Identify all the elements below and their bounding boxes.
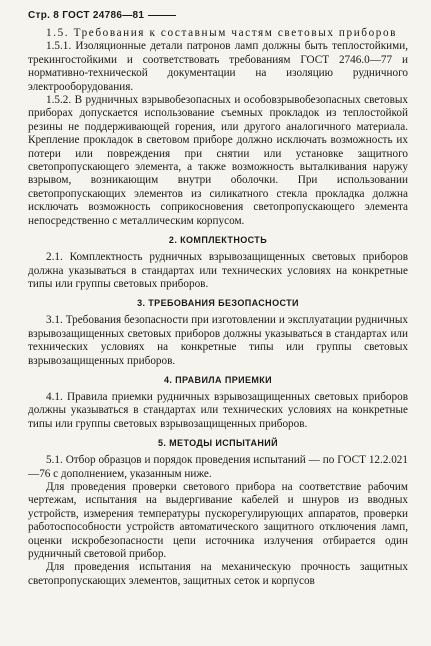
paragraph-5-1-inspection: Для проведения проверки светового прибора на соответствие рабочим чертежам, испытания на выдергивание кабелей и шнуров из вводных устройств, измерения температуры пускорегулирующих аппаратов, проверки работоспособности устройств автоматического защитного отключения ламп, оценки искробезопасности цепи источника излучения отбирается один рудничный световой прибор.	[28, 480, 408, 560]
paragraph-3-1: 3.1. Требования безопасности при изготовлении и эксплуатации рудничных взрывозащищенных световых приборов должны указываться в стандартах или технических условиях на конкретные типы или группы световых взрывозащищенных приборов.	[28, 314, 408, 367]
section-title-safety: 3. ТРЕБОВАНИЯ БЕЗОПАСНОСТИ	[137, 298, 299, 309]
paragraph-1-5: 1.5. Требования к составным частям световых приборов	[46, 27, 398, 39]
paragraph-1-5-2: 1.5.2. В рудничных взрывобезопасных и особовзрывобезопасных световых приборах допускается использование съемных прокладок из теплостойкой резины не поддерживающей горения, или другого аналогичного материала. Крепление прокладок в световом приборе должно исключать возможность их потери или повреждения при снятии или установке защитного светопропускающего элемента, а также возможность выталкивания наружу взрывом, возникающим внутри оболочки. При использовании светопропускающих элементов из силикатного стекла прокладка должна исключать возможность соприкосновения светопропускающего элемента непосредственно с металлическим корпусом.	[28, 94, 408, 227]
paragraph-2-1: 2.1. Комплектность рудничных взрывозащищенных световых приборов должна указываться в стандартах или технических условиях на конкретные типы или группы световых приборов.	[28, 251, 408, 290]
paragraph-1-5-1: 1.5.1. Изоляционные детали патронов ламп должны быть теплостойкими, трекингостойкими и соответствовать требованиям ГОСТ 2746.0—77 и нормативно-технической документации на изоляцию рудничного электрооборудования.	[28, 40, 408, 93]
page-header	[28, 8, 408, 24]
section-title-completeness: 2. КОМПЛЕКТНОСТЬ	[168, 235, 268, 246]
section-title-test-methods: 5. МЕТОДЫ ИСПЫТАНИЙ	[157, 438, 279, 449]
header-rule	[148, 15, 176, 16]
paragraph-4-1: 4.1. Правила приемки рудничных взрывозащищенных световых приборов должны указываться в стандартах или технических условиях на конкретные типы или группы световых взрывозащищенных приборов.	[28, 390, 408, 430]
section-title-acceptance: 4. ПРАВИЛА ПРИЕМКИ	[163, 374, 273, 385]
document-page	[28, 8, 408, 588]
paragraph-5-1: 5.1. Отбор образцов и порядок проведения испытаний — по ГОСТ 12.2.021—76 с дополнением, указанным ниже.	[28, 454, 408, 480]
paragraph-5-1-mechanical: Для проведения испытания на механическую прочность защитных светопропускающих элементов, защитных сеток и корпусов	[28, 561, 408, 587]
page-header-text: Стр. 8 ГОСТ 24786—81	[28, 10, 145, 21]
